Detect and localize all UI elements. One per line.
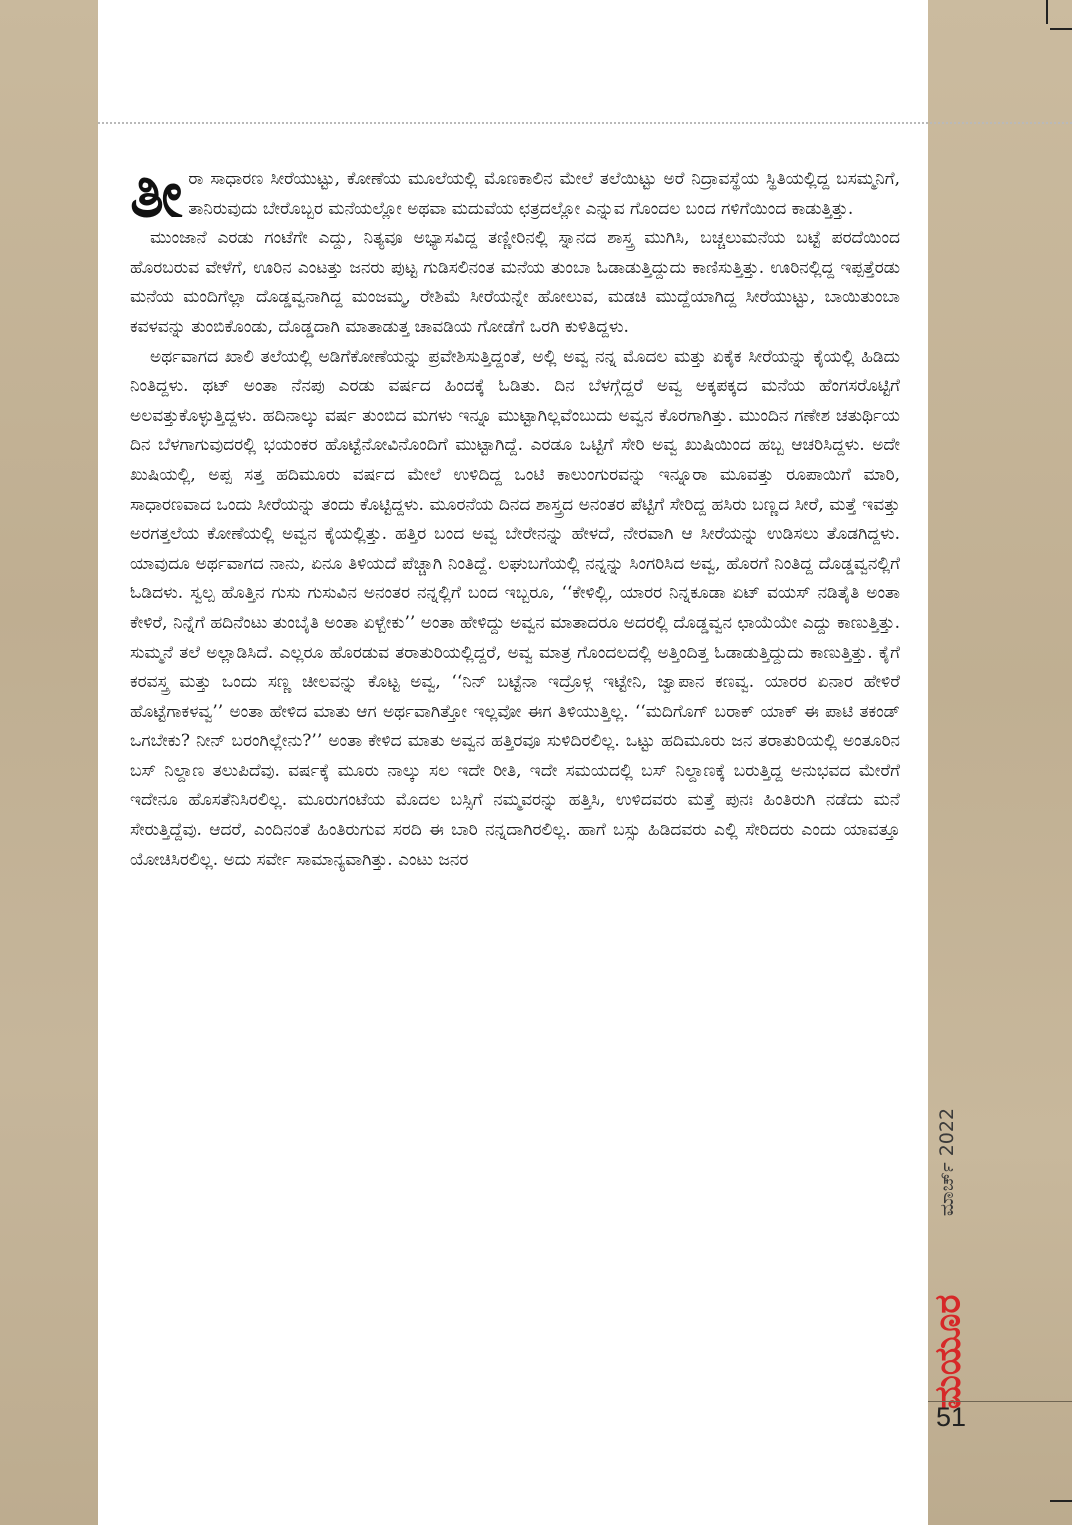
magazine-logo-text: ಮಯೂರ <box>927 1294 968 1410</box>
article-paragraph-2: ಮುಂಜಾನೆ ಎರಡು ಗಂಟೆಗೇ ಎದ್ದು, ನಿತ್ಯವೂ ಅಭ್ಯಾಸವಿದ್ದ ತಣ್ಣೀರಿನಲ್ಲಿ ಸ್ನಾನದ ಶಾಸ್ತ್ರ ಮುಗಿಸಿ, ಬಚ್ಚಲುಮನೆಯ ಬಟ್ಟೆ ಪರದೆಯಿಂದ ಹೊರಬರುವ ವೇಳೆಗೆ, ಊರಿನ ಎಂಟತ್ತು ಜನರು ಪುಟ್ಟ ಗುಡಿಸಲಿನಂತ ಮನೆಯ ತುಂಬಾ ಓಡಾಡುತ್ತಿದ್ದುದು ಕಾಣಿಸುತ್ತಿತ್ತು. ಊರಿನಲ್ಲಿದ್ದ ಇಪ್ಪತ್ತೆರಡು ಮನೆಯ ಮಂದಿಗೆಲ್ಲಾ ದೊಡ್ಡವ್ವನಾಗಿದ್ದ ಮಂಜಮ್ಮ, ರೇಶಿಮೆ ಸೀರೆಯನ್ನೇ ಹೋಲುವ, ಮಡಚಿ ಮುದ್ದೆಯಾಗಿದ್ದ ಸೀರೆಯುಟ್ಟು, ಬಾಯಿತುಂಬಾ ಕವಳವನ್ನು ತುಂಬಿಕೊಂಡು, ದೊಡ್ಡದಾಗಿ ಮಾತಾಡುತ್ತ ಚಾವಡಿಯ ಗೋಡೆಗೆ ಒರಗಿ ಕುಳಿತಿದ್ದಳು. <box>130 228 900 337</box>
magazine-logo <box>927 1294 968 1410</box>
page-number: 51 <box>936 1402 967 1432</box>
left-margin-texture <box>0 0 98 1525</box>
drop-cap: ತೀ <box>130 157 183 232</box>
issue-date: ಮಾರ್ಚ್ 2022 <box>936 1107 958 1217</box>
crop-mark-right-top <box>1050 28 1072 30</box>
paragraph-text: ರಾ ಸಾಧಾರಣ ಸೀರೆಯುಟ್ಟು, ಕೋಣೆಯ ಮೂಲೆಯಲ್ಲಿ ಮೊಣಕಾಲಿನ ಮೇಲೆ ತಲೆಯಿಟ್ಟು ಅರೆ ನಿದ್ರಾವಸ್ಥೆಯ ಸ್ಥಿತಿಯಲ್ಲಿದ್ದ ಬಸಮ್ಮನಿಗೆ, ತಾನಿರುವುದು ಬೇರೊಬ್ಬರ ಮನೆಯಲ್ಲೋ ಅಥವಾ ಮದುವೆಯ ಛತ್ರದಲ್ಲೋ ಎನ್ನುವ ಗೊಂದಲ ಬಂದ ಗಳಿಗೆಯಿಂದ ಕಾಡುತ್ತಿತ್ತು. <box>188 169 900 219</box>
article-body <box>130 157 900 875</box>
crop-mark-right-bottom <box>1050 1500 1072 1502</box>
article-paragraph-1 <box>130 157 900 232</box>
dotted-divider <box>98 122 1072 124</box>
crop-mark-top <box>1046 0 1048 24</box>
article-paragraph-3: ಅರ್ಥವಾಗದ ಖಾಲಿ ತಲೆಯಲ್ಲಿ ಅಡಿಗೆಕೋಣೆಯನ್ನು ಪ್ರವೇಶಿಸುತ್ತಿದ್ದಂತೆ, ಅಲ್ಲಿ ಅವ್ವ ನನ್ನ ಮೊದಲ ಮತ್ತು ಏಕೈಕ ಸೀರೆಯನ್ನು ಕೈಯಲ್ಲಿ ಹಿಡಿದು ನಿಂತಿದ್ದಳು. ಥಟ್ ಅಂತಾ ನೆನಪು ಎರಡು ವರ್ಷದ ಹಿಂದಕ್ಕೆ ಓಡಿತು. ದಿನ ಬೆಳಗ್ಗೆದ್ದರೆ ಅವ್ವ ಅಕ್ಕಪಕ್ಕದ ಮನೆಯ ಹೆಂಗಸರೊಟ್ಟಿಗೆ ಅಲವತ್ತುಕೊಳ್ಳುತ್ತಿದ್ದಳು. ಹದಿನಾಲ್ಕು ವರ್ಷ ತುಂಬಿದ ಮಗಳು ಇನ್ನೂ ಮುಟ್ಟಾಗಿಲ್ಲವೆಂಬುದು ಅವ್ವನ ಕೊರಗಾಗಿತ್ತು. ಮುಂದಿನ ಗಣೇಶ ಚತುರ್ಥಿಯ ದಿನ ಬೆಳಗಾಗುವುದರಲ್ಲಿ ಭಯಂಕರ ಹೊಟ್ಟೆನೋವಿನೊಂದಿಗೆ ಮುಟ್ಟಾಗಿದ್ದೆ. ಎರಡೂ ಒಟ್ಟಿಗೆ ಸೇರಿ ಅವ್ವ ಖುಷಿಯಿಂದ ಹಬ್ಬ ಆಚರಿಸಿದ್ದಳು. ಅದೇ ಖುಷಿಯಲ್ಲಿ, ಅಪ್ಪ ಸತ್ತ ಹದಿಮೂರು ವರ್ಷದ ಮೇಲೆ ಉಳಿದಿದ್ದ ಒಂಟಿ ಕಾಲುಂಗುರವನ್ನು ಇನ್ನೂರಾ ಮೂವತ್ತು ರೂಪಾಯಿಗೆ ಮಾರಿ, ಸಾಧಾರಣವಾದ ಒಂದು ಸೀರೆಯನ್ನು ತಂದು ಕೊಟ್ಟಿದ್ದಳು. ಮೂರನೆಯ ದಿನದ ಶಾಸ್ತ್ರದ ಅನಂತರ ಪೆಟ್ಟಿಗೆ ಸೇರಿದ್ದ ಹಸಿರು ಬಣ್ಣದ ಸೀರೆ, ಮತ್ತೆ ಇವತ್ತು ಅರಗತ್ತಲೆಯ ಕೋಣೆಯಲ್ಲಿ ಅವ್ವನ ಕೈಯಲ್ಲಿತ್ತು. ಹತ್ತಿರ ಬಂದ ಅವ್ವ ಬೇರೇನನ್ನು ಹೇಳದೆ, ನೇರವಾಗಿ ಆ ಸೀರೆಯನ್ನು ಉಡಿಸಲು ತೊಡಗಿದ್ದಳು. ಯಾವುದೂ ಅರ್ಥವಾಗದ ನಾನು, ಏನೂ ತಿಳಿಯದೆ ಪೆಚ್ಚಾಗಿ ನಿಂತಿದ್ದೆ. ಲಘುಬಗೆಯಲ್ಲಿ ನನ್ನನ್ನು ಸಿಂಗರಿಸಿದ ಅವ್ವ, ಹೊರಗೆ ನಿಂತಿದ್ದ ದೊಡ್ಡವ್ವನಲ್ಲಿಗೆ ಓಡಿದಳು. ಸ್ವಲ್ಪ ಹೊತ್ತಿನ ಗುಸು ಗುಸುವಿನ ಅನಂತರ ನನ್ನಲ್ಲಿಗೆ ಬಂದ ಇಬ್ಬರೂ, ‘‘ಕೇಳಿಲ್ಲಿ, ಯಾರರ ನಿನ್ನಕೂಡಾ ಏಟ್ ವಯಸ್ ನಡಿತೈತಿ ಅಂತಾ ಕೇಳಿರೆ, ನಿನ್ನೆಗೆ ಹದಿನೆಂಟು ತುಂಬೈತಿ ಅಂತಾ ಏಳ್ಬೇಕು’’ ಅಂತಾ ಹೇಳಿದ್ದು ಅವ್ವನ ಮಾತಾದರೂ ಅದರಲ್ಲಿ ದೊಡ್ಡವ್ವನ ಛಾಯೆಯೇ ಎದ್ದು ಕಾಣುತ್ತಿತ್ತು. ಸುಮ್ಮನೆ ತಲೆ ಅಲ್ಲಾಡಿಸಿದೆ. ಎಲ್ಲರೂ ಹೊರಡುವ ತರಾತುರಿಯಲ್ಲಿದ್ದರೆ, ಅವ್ವ ಮಾತ್ರ ಗೊಂದಲದಲ್ಲಿ ಅತ್ತಿಂದಿತ್ತ ಓಡಾಡುತ್ತಿದ್ದುದು ಕಾಣುತ್ತಿತ್ತು. ಕೈಗೆ ಕರವಸ್ತ್ರ ಮತ್ತು ಒಂದು ಸಣ್ಣ ಚೀಲವನ್ನು ಕೊಟ್ಟ ಅವ್ವ, ‘‘ನಿನ್ ಬಟ್ಟೆನಾ ಇದ್ರೊಳ್ಗ ಇಟ್ಟೇನಿ, ಜ್ವಾಪಾನ ಕಣವ್ವ. ಯಾರರ ಏನಾರ ಹೇಳಿರೆ ಹೊಟ್ಟೆಗಾಕಳವ್ವ’’ ಅಂತಾ ಹೇಳಿದ ಮಾತು ಆಗ ಅರ್ಥವಾಗಿತ್ತೋ ಇಲ್ಲವೋ ಈಗ ತಿಳಿಯುತ್ತಿಲ್ಲ. ‘‘ಮದಿಗೊಗ್ ಬರಾಕ್ ಯಾಕ್ ಈ ಪಾಟಿ ತಕಂಡ್ ಒಗಬೇಕು? ನೀನ್ ಬರಂಗಿಲ್ಲೇನು?’’ ಅಂತಾ ಕೇಳಿದ ಮಾತು ಅವ್ವನ ಹತ್ತಿರವೂ ಸುಳಿದಿರಲಿಲ್ಲ. ಒಟ್ಟು ಹದಿಮೂರು ಜನ ತರಾತುರಿಯಲ್ಲಿ ಅಂತೂರಿನ ಬಸ್ ನಿಲ್ದಾಣ ತಲುಪಿದೆವು. ವರ್ಷಕ್ಕೆ ಮೂರು ನಾಲ್ಕು ಸಲ ಇದೇ ರೀತಿ, ಇದೇ ಸಮಯದಲ್ಲಿ ಬಸ್ ನಿಲ್ದಾಣಕ್ಕೆ ಬರುತ್ತಿದ್ದ ಅನುಭವದ ಮೇರೆಗೆ ಇದೇನೂ ಹೊಸತೆನಿಸಿರಲಿಲ್ಲ. ಮೂರುಗಂಟೆಯ ಮೊದಲ ಬಸ್ಸಿಗೆ ನಮ್ಮವರನ್ನು ಹತ್ತಿಸಿ, ಉಳಿದವರು ಮತ್ತೆ ಪುನಃ ಹಿಂತಿರುಗಿ ನಡೆದು ಮನೆ ಸೇರುತ್ತಿದ್ದೆವು. ಆದರೆ, ಎಂದಿನಂತೆ ಹಿಂತಿರುಗುವ ಸರದಿ ಈ ಬಾರಿ ನನ್ನದಾಗಿರಲಿಲ್ಲ. ಹಾಗೆ ಬಸ್ಸು ಹಿಡಿದವರು ಎಲ್ಲಿ ಸೇರಿದರು ಎಂದು ಯಾವತ್ತೂ ಯೋಚಿಸಿರಲಿಲ್ಲ. ಅದು ಸರ್ವೇ ಸಾಮಾನ್ಯವಾಗಿತ್ತು. ಎಂಟು ಜನರ <box>130 346 900 870</box>
